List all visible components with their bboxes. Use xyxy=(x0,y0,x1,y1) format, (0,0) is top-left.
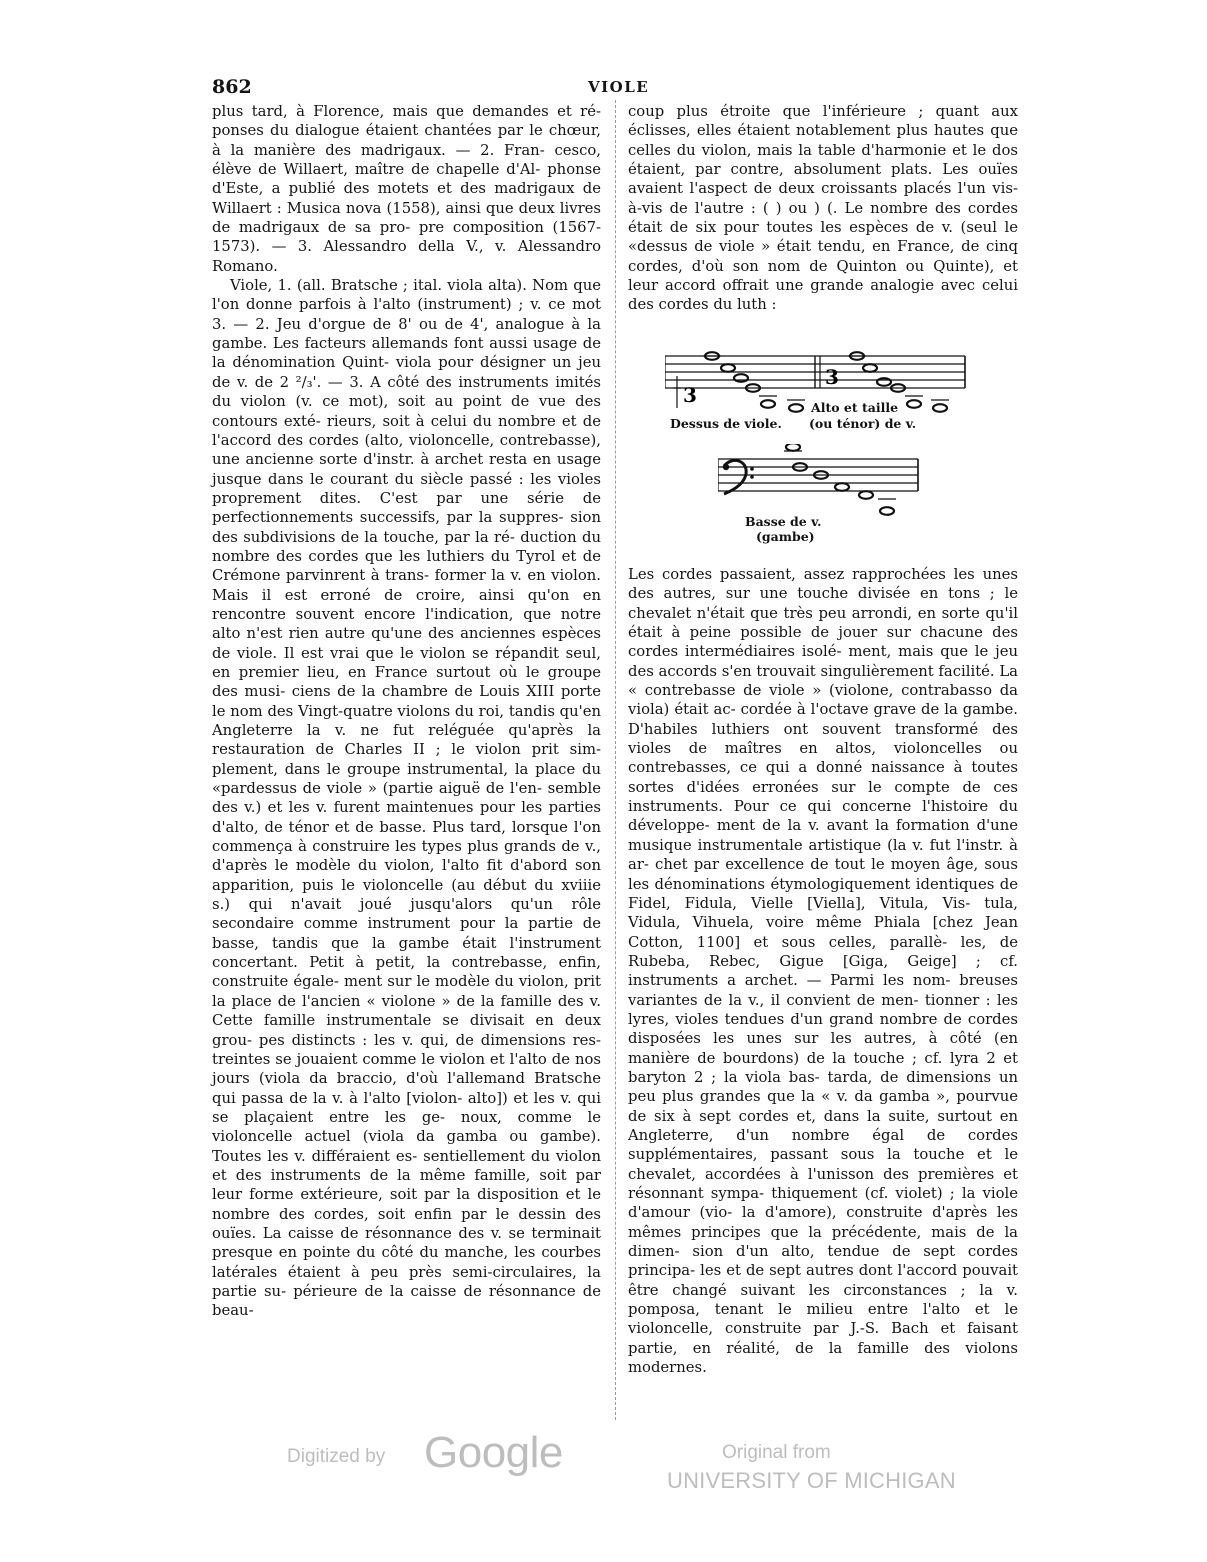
text-line: Angleterre la v. ne fut reléguée qu'après la xyxy=(212,722,601,739)
text-line: ciens de la chambre de Louis XIII porte le nom xyxy=(212,683,601,720)
text-line: des Vingt-quatre violons du roi, tandis qu'en xyxy=(267,702,601,720)
left-paragraph-1 xyxy=(212,102,601,276)
text-line: violes proprement dites. C'est par une série de xyxy=(212,470,601,507)
text-line: la même famille, soit par leur forme extérieure, xyxy=(212,1166,601,1204)
text-line: autres, à côté (en manière de bourdons) de la xyxy=(628,1030,1018,1067)
time-signature-2: 3 xyxy=(825,365,839,389)
text-line: sentiellement du violon et des instruments de xyxy=(212,1147,601,1184)
text-line: joué jusqu'alors qu'un rôle secondaire comme xyxy=(212,896,601,933)
text-line: ment de la v. avant la formation d'une musique xyxy=(628,817,1018,854)
text-line: soit par la disposition et le nombre des cordes, xyxy=(212,1186,601,1223)
left-column xyxy=(212,102,601,1321)
text-line: nombre de cordes disposées les unes sur les xyxy=(628,1010,1019,1048)
text-line: pes distincts : les v. qui, de dimensions res- xyxy=(258,1031,601,1049)
text-line: tons ; le chevalet n'était que très peu arrondi, xyxy=(628,585,1018,622)
text-line: perfectionnements successifs, par la suppres- xyxy=(212,509,571,527)
text-line: duction du nombre des cordes que les luthiers xyxy=(212,528,601,565)
text-line: changé suivant les circonstances ; la v. pomposa, xyxy=(628,1281,1018,1319)
text-line: luthiers ont souvent transformé des violes de xyxy=(628,720,1018,758)
text-line: du Tyrol et de Crémone parvinrent à trans- xyxy=(212,547,601,585)
text-line: placés l'un vis-à-vis de l'autre : ( ) ou ) (. Le xyxy=(628,180,1018,217)
text-line: ment, mais que le jeu des accords s'en trouvait xyxy=(628,643,1018,680)
text-line: ponses du dialogue étaient chantées par le xyxy=(212,122,549,140)
text-line: pre composition (1567-1573). — 3. Alessandro xyxy=(212,219,601,256)
footer-google-logo: Google xyxy=(424,1428,563,1477)
text-line: A côté des instruments imités du violon (v. ce xyxy=(212,373,602,411)
text-line: gamba ou gambe). Toutes les v. différaient es- xyxy=(212,1128,601,1165)
text-line: viole » (violone, contrabasso da viola) était ac- xyxy=(628,682,1018,719)
left-paragraph-viole-entry xyxy=(212,276,601,1321)
text-line: qu'une des anciennes espèces de viole. Il est xyxy=(212,625,602,662)
text-line: que l'on donne parfois à l'alto (instrument) ; xyxy=(212,277,601,314)
text-line: cordée à l'octave grave de la gambe. D'habiles xyxy=(628,701,1019,738)
text-line: réalité, de la famille des violons modernes. xyxy=(628,1339,1018,1377)
text-line: della V., v. Alessandro Romano. xyxy=(212,238,601,275)
text-line: tarda, de dimensions un peu plus grandes xyxy=(628,1068,1018,1106)
text-line: breuses variantes de la v., il convient de men- xyxy=(628,972,1018,1009)
text-line: tard, lorsque l'on commença à construire les xyxy=(212,818,601,856)
text-line: instrument pour la partie de basse, tandis que xyxy=(212,915,601,952)
text-line: [chez Jean Cotton, 1100] et sous celles, parallè- xyxy=(628,914,1019,951)
footer-digitized-by: Digitized by xyxy=(287,1446,386,1467)
footer-original-from: Original from xyxy=(722,1442,831,1463)
text-line: passant sous la touche et le chevalet, accordées xyxy=(628,1146,1018,1183)
text-line: soit enfin par le dessin des ouïes. La caisse de xyxy=(212,1205,601,1242)
text-line: treintes se jouaient comme le violon et l'alto xyxy=(212,1050,552,1068)
running-head: VIOLE xyxy=(588,78,650,96)
text-line: noux, comme le violoncelle actuel (viola da xyxy=(212,1108,601,1146)
text-line: la d'amore), construite d'après les mêmes xyxy=(628,1204,1018,1241)
right-column-top xyxy=(628,102,1018,315)
text-line: lieu, en France surtout où le groupe des musi- xyxy=(212,663,601,701)
text-line: éclisses, elles étaient notablement plus hautes xyxy=(628,122,991,140)
text-line: de Quinton ou Quinte), et leur accord offrait xyxy=(628,257,1018,295)
text-line: de nos jours (viola da braccio, d'où l'allemand xyxy=(212,1050,602,1088)
text-line: analogue à la gambe. Les facteurs allemands xyxy=(212,315,601,353)
text-line: alto]) et les v. qui se plaçaient entre les ge- xyxy=(212,1089,601,1126)
text-line: luth : xyxy=(737,296,777,314)
text-line: ancienne sorte d'instr. à archet resta en usage xyxy=(245,451,601,469)
text-line: instrumentale artistique (la v. fut l'instr. à ar- xyxy=(628,836,1018,874)
tuning-staff-treble xyxy=(665,348,970,440)
text-line: restauration de Charles II ; le violon prit sim- xyxy=(212,741,601,759)
text-line: singulièrement facilité. La « contrebasse de xyxy=(628,662,1018,700)
text-line: cordes et, dans la suite, surtout en Angleterre, xyxy=(628,1107,1018,1144)
text-line: v. ce mot 3. — 2. Jeu d'orgue de 8' ou de 4', xyxy=(212,296,601,333)
text-line: violon, l'alto fit d'abord son apparition, puis le xyxy=(212,857,601,894)
label-tenor: (ou ténor) de v. xyxy=(809,416,917,431)
right-column-bottom xyxy=(628,565,1018,1377)
text-line: cf. instruments a archet. — Parmi les nom- xyxy=(628,952,1018,990)
text-line: Viole, 1. (all. Bratsche ; ital. viola alta). Nom xyxy=(230,277,574,295)
tuning-staff-bass xyxy=(718,444,923,548)
text-line: principes que la précédente, mais de la dimen- xyxy=(628,1223,1019,1261)
text-line: viola pour désigner un jeu de v. de 2 ²/₃'. — 3. xyxy=(212,354,601,391)
column-divider xyxy=(615,100,616,1420)
text-line: en sorte qu'il était à peine possible de jouer xyxy=(628,604,1018,642)
text-line: pointe du côté du manche, les courbes latérales xyxy=(212,1244,601,1281)
text-line: madrigaux de Willaert : Musica nova (1558), xyxy=(212,180,601,217)
text-line: espèces de v. (seul le «dessus de viole » était xyxy=(628,219,1018,256)
text-line: les dénominations étymologiquement identiques xyxy=(628,875,1000,893)
page-number: 862 xyxy=(212,76,252,98)
text-line: erronées sur le compte de ces instruments. xyxy=(628,778,1019,816)
text-line: les parties d'alto, de ténor et de basse. Plus xyxy=(212,799,601,836)
text-line: de Fidel, Fidula, Vielle [Viella], Vitula, Vis- xyxy=(628,875,1018,912)
text-line: Les ouïes avaient l'aspect de deux croissants xyxy=(628,161,1018,198)
text-line: ment sur le modèle du violon, prit la place de xyxy=(212,973,601,1010)
text-line: phonse d'Este, a publié des motets et des xyxy=(212,161,601,198)
text-line: nombre des cordes était de six pour toutes les xyxy=(628,199,1018,237)
label-alto-taille: Alto et taille xyxy=(811,400,899,415)
text-line: chœur, à la manière des madrigaux. — 2. Fran- xyxy=(212,122,601,159)
text-line: tula, Vidula, Vihuela, voire même Phiala xyxy=(628,894,1018,932)
text-line: et le dos étaient, par contre, absolument plats. xyxy=(628,141,1019,179)
text-line: que celles du violon, mais la table d'harmonie xyxy=(628,122,1018,159)
text-line: construite par J.-S. Bach et faisant partie, en xyxy=(628,1320,1018,1357)
text-line: une grande analogie avec celui des cordes du xyxy=(628,277,1018,314)
text-line: chet par excellence de tout le moyen âge, sous xyxy=(655,856,1018,874)
text-line: l'indication, que notre alto n'est rien autre xyxy=(212,605,601,643)
label-gambe: (gambe) xyxy=(756,529,815,544)
text-line: sur chacune des cordes intermédiaires isolé- xyxy=(628,624,1019,661)
text-line: coup plus étroite que l'inférieure ; quant aux xyxy=(628,103,1018,120)
text-line: l'ancien « violone » de la famille des v. Cette xyxy=(212,992,601,1030)
text-line: types plus grands de v., d'après le modèle du xyxy=(212,838,601,875)
text-line: famille instrumentale se divisait en deux grou- xyxy=(212,1012,601,1049)
bass-clef xyxy=(723,460,754,494)
text-line: tendu, en France, de cinq cordes, d'où son nom xyxy=(628,238,1018,275)
text-line: Pour ce qui concerne l'histoire du développe- xyxy=(628,798,1019,835)
text-line: résonnance des v. se terminait presque en xyxy=(212,1224,602,1262)
text-line: étaient à peu près semi-circulaires, la partie su- xyxy=(212,1263,601,1300)
text-line: font aussi usage de la dénomination Quint- xyxy=(212,335,601,372)
bass-whole-notes xyxy=(786,444,894,515)
text-line: du «pardessus de viole » (partie aiguë de l'en- xyxy=(212,760,601,798)
text-line: touche ; cf. lyra 2 et baryton 2 ; la viola bas- xyxy=(628,1049,1018,1086)
text-line: tionner : les lyres, violes tendues d'un grand xyxy=(628,991,1018,1028)
text-line: sion des subdivisions de la touche, par la ré- xyxy=(212,509,601,546)
text-line: mot), soit au point de vue des contours exté- xyxy=(212,393,601,430)
text-line: maîtres en altos, violoncelles ou contrebasses, xyxy=(628,740,1018,777)
label-dessus-de-viole: Dessus de viole. xyxy=(670,416,782,431)
label-basse-de-viole: Basse de v. xyxy=(745,514,822,529)
text-line: Les cordes passaient, assez rapprochées les xyxy=(628,566,983,583)
text-line: la gambe était l'instrument concertant. Petit à xyxy=(212,934,601,972)
text-line: plus tard, à Florence, mais que demandes et ré- xyxy=(212,103,601,120)
text-line: rieurs, soit à celui du nombre et de l'accord xyxy=(212,412,601,449)
text-line: cesco, élève de Willaert, maître de chapelle d'Al- xyxy=(212,141,601,179)
text-line: les, de Rubeba, Rebec, Gigue [Giga, Geige] ; xyxy=(628,933,1019,970)
right-paragraph-bottom xyxy=(628,565,1018,1377)
text-line: former la v. en violon. Mais il est erroné de xyxy=(212,567,601,604)
time-signature-1: 3 xyxy=(683,383,697,407)
text-line: à l'unisson des premières et résonnant sympa- xyxy=(628,1165,1018,1202)
text-line: petit, la contrebasse, enfin, construite égale- xyxy=(212,954,601,991)
text-line: sion d'un alto, tendue de sept cordes principa- xyxy=(628,1243,1018,1280)
text-line: Bratsche qui passa de la v. à l'alto [violon- xyxy=(212,1070,601,1107)
text-line: ce qui a donné naissance à toutes sortes d'idées xyxy=(628,759,1019,796)
text-line: d'un nombre égal de cordes supplémentaires, xyxy=(628,1126,1018,1164)
text-line: ainsi que deux livres de madrigaux de sa pro- xyxy=(212,199,601,237)
text-line: thiquement (cf. violet) ; la viole d'amour (vio- xyxy=(628,1185,1019,1222)
text-line: jusque dans le courant du siècle passé : les xyxy=(212,470,558,488)
text-line: unes des autres, sur une touche divisée en xyxy=(628,566,1018,603)
text-line: violoncelle (au début du xviiie s.) qui n'avait xyxy=(212,876,601,914)
text-line: semble des v.) et les v. furent maintenues pour xyxy=(212,780,601,817)
right-paragraph-top xyxy=(628,102,1018,315)
text-line: périeure de la caisse de résonnance de beau- xyxy=(212,1282,601,1320)
text-line: tenant le milieu entre l'alto et le violoncelle, xyxy=(628,1301,1018,1338)
text-line: croire, ainsi qu'on en rencontre souvent encore xyxy=(212,586,602,623)
footer-university: UNIVERSITY OF MICHIGAN xyxy=(667,1468,956,1493)
text-line: des cordes (alto, violoncelle, contrebasse), une xyxy=(212,431,602,469)
text-line: plement, dans le groupe instrumental, la place xyxy=(212,760,582,778)
text-line: que la « v. da gamba », pourvue de six à sept xyxy=(628,1088,1018,1125)
text-line: les et de sept autres dont l'accord pouvait être xyxy=(628,1262,1018,1299)
text-line: vrai que le violon se répandit seul, en premier xyxy=(212,644,601,681)
